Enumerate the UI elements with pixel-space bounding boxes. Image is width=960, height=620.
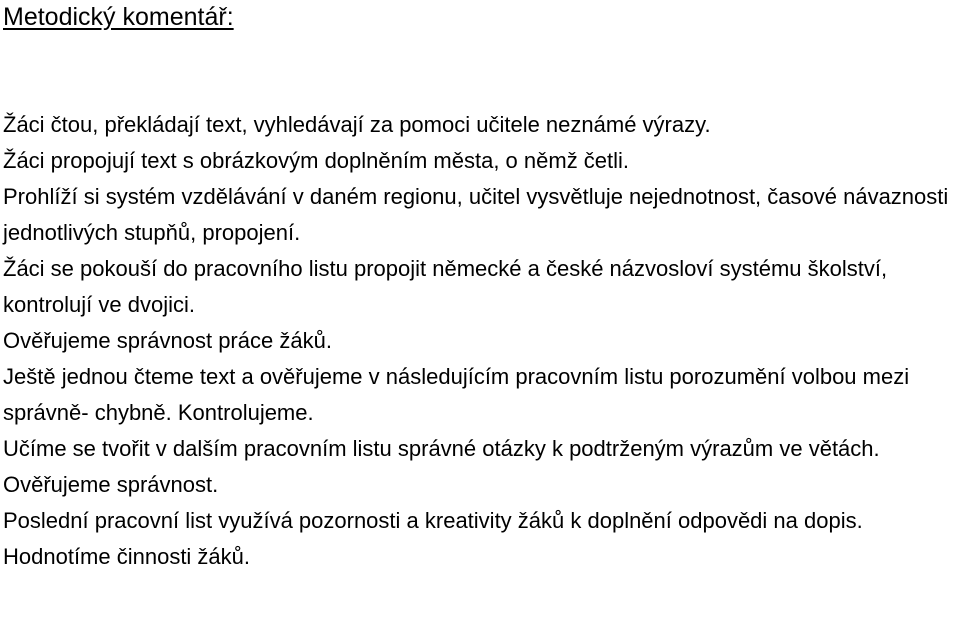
paragraph-questions: Učíme se tvořit v dalším pracovním listu správné otázky k podtrženým výrazům ve větách. Ověřujeme správnost. xyxy=(3,436,880,497)
paragraph-letter-reply: Poslední pracovní list využívá pozornosti a kreativity žáků k doplnění odpovědi na dopis. xyxy=(3,508,863,533)
paragraph-evaluation: Hodnotíme činnosti žáků. xyxy=(3,544,251,569)
paragraph-reading: Žáci čtou, překládají text, vyhledávají za pomoci učitele neznámé výrazy. xyxy=(3,112,711,137)
document-body xyxy=(3,107,958,575)
paragraph-picture-linking: Žáci propojují text s obrázkovým doplněním města, o němž četli. xyxy=(3,148,630,173)
document-title: Metodický komentář: xyxy=(3,3,234,31)
paragraph-true-false: Ještě jednou čteme text a ověřujeme v následujícím pracovním listu porozumění volbou mezi správně- chybně. Kontrolujeme. xyxy=(3,364,910,425)
paragraph-education-system: Prohlíží si systém vzdělávání v daném regionu, učitel vysvětluje nejednotnost, časové návaznosti jednotlivých stupňů, propojení. xyxy=(3,184,949,245)
paragraph-worksheet-terminology: Žáci se pokouší do pracovního listu propojit německé a české názvosloví systému školství, kontrolují ve dvojici. xyxy=(3,256,888,317)
paragraph-verification: Ověřujeme správnost práce žáků. xyxy=(3,328,332,353)
